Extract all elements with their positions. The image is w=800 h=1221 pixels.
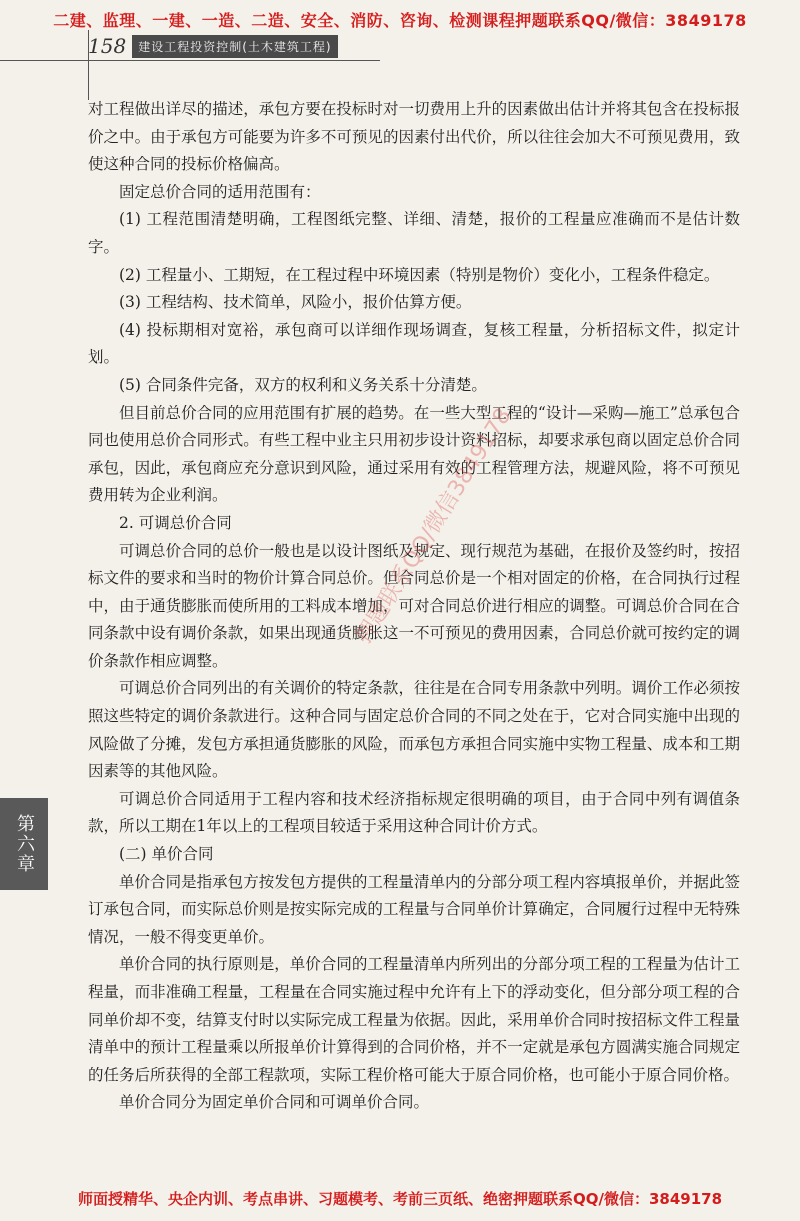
- paragraph: 对工程做出详尽的描述，承包方要在投标时对一切费用上升的因素做出估计并将其包含在投标报价之中。由于承包方可能要为许多不可预见的因素付出代价，所以往往会加大不可预见费用，致使这种合同的投标价格偏高。: [88, 100, 740, 174]
- list-item: (3) 工程结构、技术简单，风险小，报价估算方便。: [119, 293, 472, 312]
- paragraph: 但目前总价合同的应用范围有扩展的趋势。在一些大型工程的“设计—采购—施工”总承包合同也使用总价合同形式。有些工程中业主只用初步设计资料招标，却要求承包商以固定总价合同承包，因此，承包商应充分意识到风险，通过采用有效的工程管理方法，规避风险，将不可预见费用转为企业利润。: [88, 403, 740, 505]
- list-item: (1) 工程范围清楚明确，工程图纸完整、详细、清楚，报价的工程量应准确而不是估计数字。: [88, 210, 740, 256]
- chapter-tab: 第六章: [0, 798, 48, 890]
- paragraph: 单价合同是指承包方按发包方提供的工程量清单内的分部分项工程内容填报单价，并据此签订承包合同，而实际总价则是按实际完成的工程量与合同单价计算确定，合同履行过程中无特殊情况，一般不得变更单价。: [88, 872, 740, 946]
- paragraph: 单价合同的执行原则是，单价合同的工程量清单内所列出的分部分项工程的工程量为估计工程量，而非准确工程量，工程量在合同实施过程中允许有上下的浮动变化，但分部分项工程的合同单价却不变，结算支付时以实际完成工程量为依据。因此，采用单价合同时按招标文件工程量清单中的预计工程量乘以所报单价计算得到的合同价格，并不一定就是承包方圆满实施合同规定的任务后所获得的全部工程款项，实际工程价格可能大于原合同价格，也可能小于原合同价格。: [88, 955, 740, 1084]
- paragraph: 可调总价合同的总价一般也是以设计图纸及规定、现行规范为基础，在报价及签约时，按招标文件的要求和当时的物价计算合同总价。但合同总价是一个相对固定的价格，在合同执行过程中，由于通货膨胀而使所用的工料成本增加，可对合同总价进行相应的调整。可调总价合同在合同条款中设有调价条款，如果出现通货膨胀这一不可预见的费用因素，合同总价就可按约定的调价条款作相应调整。: [88, 541, 740, 670]
- paragraph: 单价合同分为固定单价合同和可调单价合同。: [119, 1093, 430, 1112]
- watermark: 押题联系QQ/微信3849178: [351, 404, 517, 649]
- promo-banner-top: 二建、监理、一建、一造、二造、安全、消防、咨询、检测课程押题联系QQ/微信：3849178: [53, 11, 747, 30]
- promo-banner-bottom: 师面授精华、央企内训、考点串讲、习题模考、考前三页纸、绝密押题联系QQ/微信：3849178: [77, 1190, 723, 1208]
- page-header: [88, 34, 338, 58]
- list-item: (2) 工程量小、工期短，在工程过程中环境因素（特别是物价）变化小，工程条件稳定。: [119, 265, 720, 284]
- header-rule: [0, 60, 380, 61]
- paragraph: 可调总价合同适用于工程内容和技术经济指标规定很明确的项目，由于合同中列有调值条款，所以工期在1年以上的工程项目较适于采用这种合同计价方式。: [88, 789, 740, 836]
- book-title: 建设工程投资控制(土木建筑工程): [132, 35, 337, 58]
- list-item: (4) 投标期相对宽裕，承包商可以详细作现场调查，复核工程量，分析招标文件，拟定计划。: [88, 320, 740, 367]
- section-heading: 2. 可调总价合同: [119, 513, 232, 532]
- section-heading: (二) 单价合同: [119, 845, 214, 864]
- list-item: (5) 合同条件完备，双方的权利和义务关系十分清楚。: [119, 375, 487, 394]
- body-text: [88, 96, 740, 1117]
- paragraph: 固定总价合同的适用范围有：: [119, 182, 321, 201]
- paragraph: 可调总价合同列出的有关调价的特定条款，往往是在合同专用条款中列明。调价工作必须按照这些特定的调价条款进行。这种合同与固定总价合同的不同之处在于，它对合同实施中出现的风险做了分摊，发包方承担通货膨胀的风险，而承包方承担合同实施中实物工程量、成本和工期因素等的其他风险。: [88, 679, 740, 781]
- page-number: 158: [88, 34, 127, 58]
